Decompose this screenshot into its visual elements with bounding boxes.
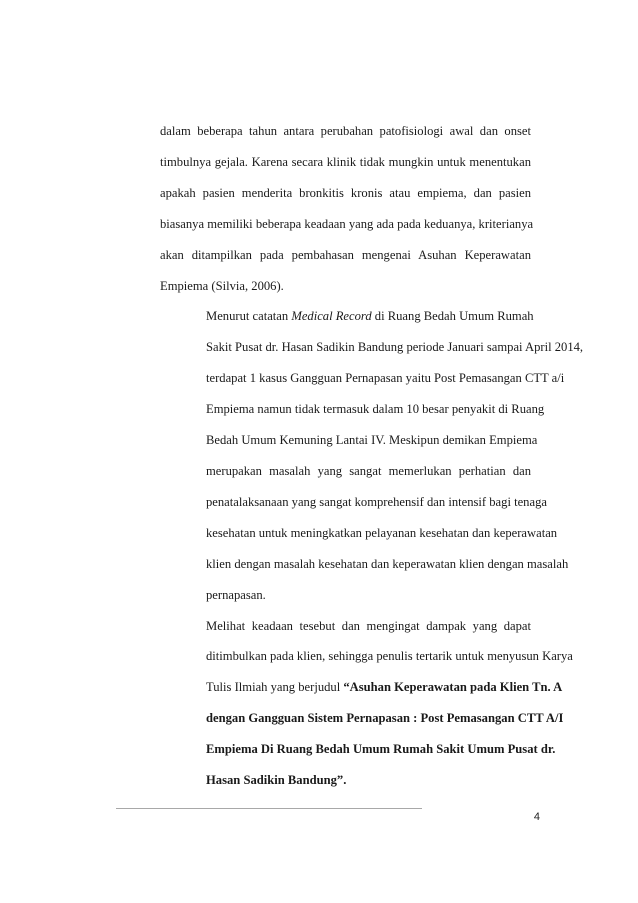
text-line — [160, 641, 573, 672]
text-line — [160, 147, 531, 178]
text-line — [160, 209, 534, 240]
body-text — [160, 116, 584, 796]
text-line — [160, 734, 556, 765]
text-run: pernapasan. — [206, 587, 266, 602]
paragraph — [160, 301, 584, 610]
paragraph — [160, 611, 573, 796]
text-line — [160, 672, 563, 703]
text-run: Sakit Pusat dr. Hasan Sadikin Bandung periode Januari sampai April 2014, — [206, 340, 584, 355]
text-run: Empiema namun tidak termasuk dalam 10 besar penyakit di Ruang — [206, 402, 545, 417]
text-line — [160, 301, 534, 332]
text-run: Bedah Umum Kemuning Lantai IV. Meskipun demikan Empiema — [206, 433, 538, 448]
text-run: Empiema (Silvia, 2006). — [160, 278, 284, 293]
footer-divider — [116, 808, 422, 809]
text-run: dalam beberapa tahun antara perubahan patofisiologi awal dan onset — [160, 124, 531, 138]
text-line — [160, 363, 565, 394]
text-line — [160, 549, 569, 580]
text-line — [160, 178, 531, 209]
text-run: kesehatan untuk meningkatkan pelayanan kesehatan dan keperawatan — [206, 525, 558, 540]
text-line — [160, 271, 531, 302]
text-run: akan ditampilkan pada pembahasan mengenai Asuhan Keperawatan — [160, 247, 531, 262]
bold-text: dengan Gangguan Sistem Pernapasan : Post Pemasangan CTT A/I — [206, 711, 564, 726]
text-line — [160, 580, 531, 611]
text-run: timbulnya gejala. Karena secara klinik tidak mungkin untuk menentukan — [160, 154, 531, 169]
bold-text: Empiema Di Ruang Bedah Umum Rumah Sakit Umum Pusat dr. — [206, 742, 556, 757]
text-run: di Ruang Bedah Umum Rumah — [371, 309, 534, 324]
text-run: Tulis Ilmiah yang berjudul — [206, 680, 344, 695]
text-line — [160, 518, 558, 549]
text-run: ditimbulkan pada klien, sehingga penulis tertarik untuk menyusun Karya — [206, 649, 573, 664]
page-number: 4 — [533, 811, 540, 823]
text-line — [160, 425, 538, 456]
italic-text: Medical Record — [291, 309, 372, 324]
text-run: penatalaksanaan yang sangat komprehensif dan intensif bagi tenaga — [206, 494, 547, 509]
text-run: klien dengan masalah kesehatan dan keperawatan klien dengan masalah — [206, 556, 569, 571]
text-run: apakah pasien menderita bronkitis kronis atau empiema, dan pasien — [160, 185, 531, 200]
text-line — [160, 703, 564, 734]
text-line — [160, 116, 531, 147]
text-line — [160, 456, 531, 487]
paragraph — [160, 116, 534, 301]
text-run: terdapat 1 kasus Gangguan Pernapasan yaitu Post Pemasangan CTT a/i — [206, 371, 565, 386]
text-run: Menurut catatan — [206, 309, 292, 324]
bold-text: “Asuhan Keperawatan pada Klien Tn. A — [343, 680, 563, 695]
bold-text: Hasan Sadikin Bandung”. — [206, 773, 347, 788]
text-run: biasanya memiliki beberapa keadaan yang ada pada keduanya, kriterianya — [160, 216, 534, 231]
text-run: Melihat keadaan tesebut dan mengingat dampak yang dapat — [206, 618, 531, 633]
text-line — [160, 611, 531, 642]
text-run: merupakan masalah yang sangat memerlukan perhatian dan — [206, 463, 531, 478]
text-line — [160, 765, 531, 796]
text-line — [160, 394, 545, 425]
text-line — [160, 240, 531, 271]
text-line — [160, 487, 547, 518]
text-line — [160, 332, 584, 363]
